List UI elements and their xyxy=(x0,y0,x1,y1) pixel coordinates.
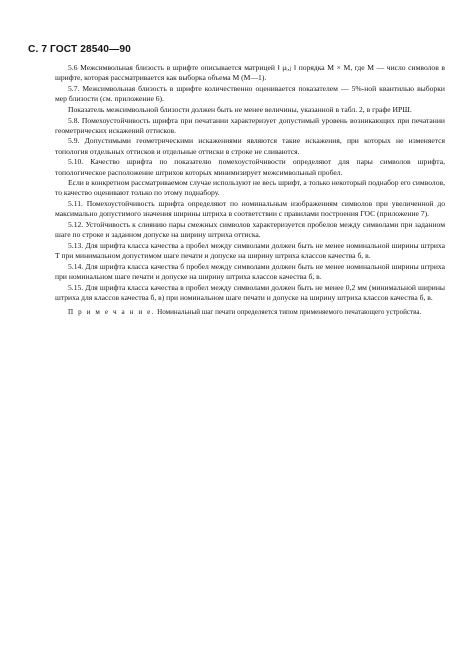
note xyxy=(55,307,445,317)
paragraph-5-13: 5.13. Для шрифта класса качества а пробел между символами должен быть не менее номинальной ширины штриха T при минимальном допустимом шаге печати и допуске на ширину штриха классов качества б, в. xyxy=(55,240,445,261)
paragraph-5-12: 5.12. Устойчивость к слиянию пары смежных символов характеризуется пробелов между символами при заданном шаге по строке и заданном допуске на ширину штриха оттиска. xyxy=(55,220,445,240)
paragraph-5-10: 5.10. Качество шрифта по показателю помехоустойчивости определяют для пары символов шрифта, топологическое расположение штрихов которых минимизирует межсимвольный пробел. xyxy=(55,157,445,177)
paragraph-subset: Если в конкретном рассматриваемом случае используют не весь шрифт, а только некоторый поднабор его символов, то качество оценивают только по этому поднабору. xyxy=(55,178,445,198)
document-body xyxy=(55,63,445,318)
paragraph-5-6: 5.6 Межсимвольная близость в шрифте описывается матрицей ‖ μᵢ,ⱼ ‖ порядка M × M, где M — число символов в шрифте, которая рассматривается как выборка объема M (M—1). xyxy=(55,63,445,83)
paragraph-proximity-threshold: Показатель межсимвольной близости должен быть не менее величины, указанной в табл. 2, в графе ИРШ. xyxy=(68,104,412,114)
note-text: Номинальный шаг печати определяется типом применяемого печатающего устройства. xyxy=(157,308,422,317)
paragraph-5-7: 5.7. Межсимвольная близость в шрифте количественно оценивается показателем — 5%-ной квантилью выборки мер близости (см. приложение 6). xyxy=(55,83,445,104)
paragraph-5-14: 5.14. Для шрифта класса качества б пробел между символами должен быть не менее номинальной ширины штриха при номинальном шаге печати и допуске на ширину штриха классов качества б, в. xyxy=(55,261,445,282)
note-label: П р и м е ч а н и е. xyxy=(68,308,156,317)
paragraph-5-15: 5.15. Для шрифта класса качества в пробел между символами должен быть не менее 0,2 мм (минимальной ширины штриха для классов качества б, в) при номинальном шаге печати и допуске на ширину штриха классов качества б, в. xyxy=(55,282,445,302)
paragraph-5-9: 5.9. Допустимыми геометрическими искажениями являются такие искажения, при которых не изменяется топология отдельных оттисков и отдельные оттиски в строке не сливаются. xyxy=(55,136,445,156)
page-header: С. 7 ГОСТ 28540—90 xyxy=(28,44,131,55)
paragraph-5-8: 5.8. Помехоустойчивость шрифта при печатании характеризует допустимый уровень возникающих при печатании геометрических искажений оттисков. xyxy=(55,115,445,135)
paragraph-5-11: 5.11. Помехоустойчивость шрифта определяют по номинальным изображениям символов при увеличенной до максимально допустимого значения ширины штриха в соответствии с правилами построения ГОС (приложение 7). xyxy=(55,199,445,219)
